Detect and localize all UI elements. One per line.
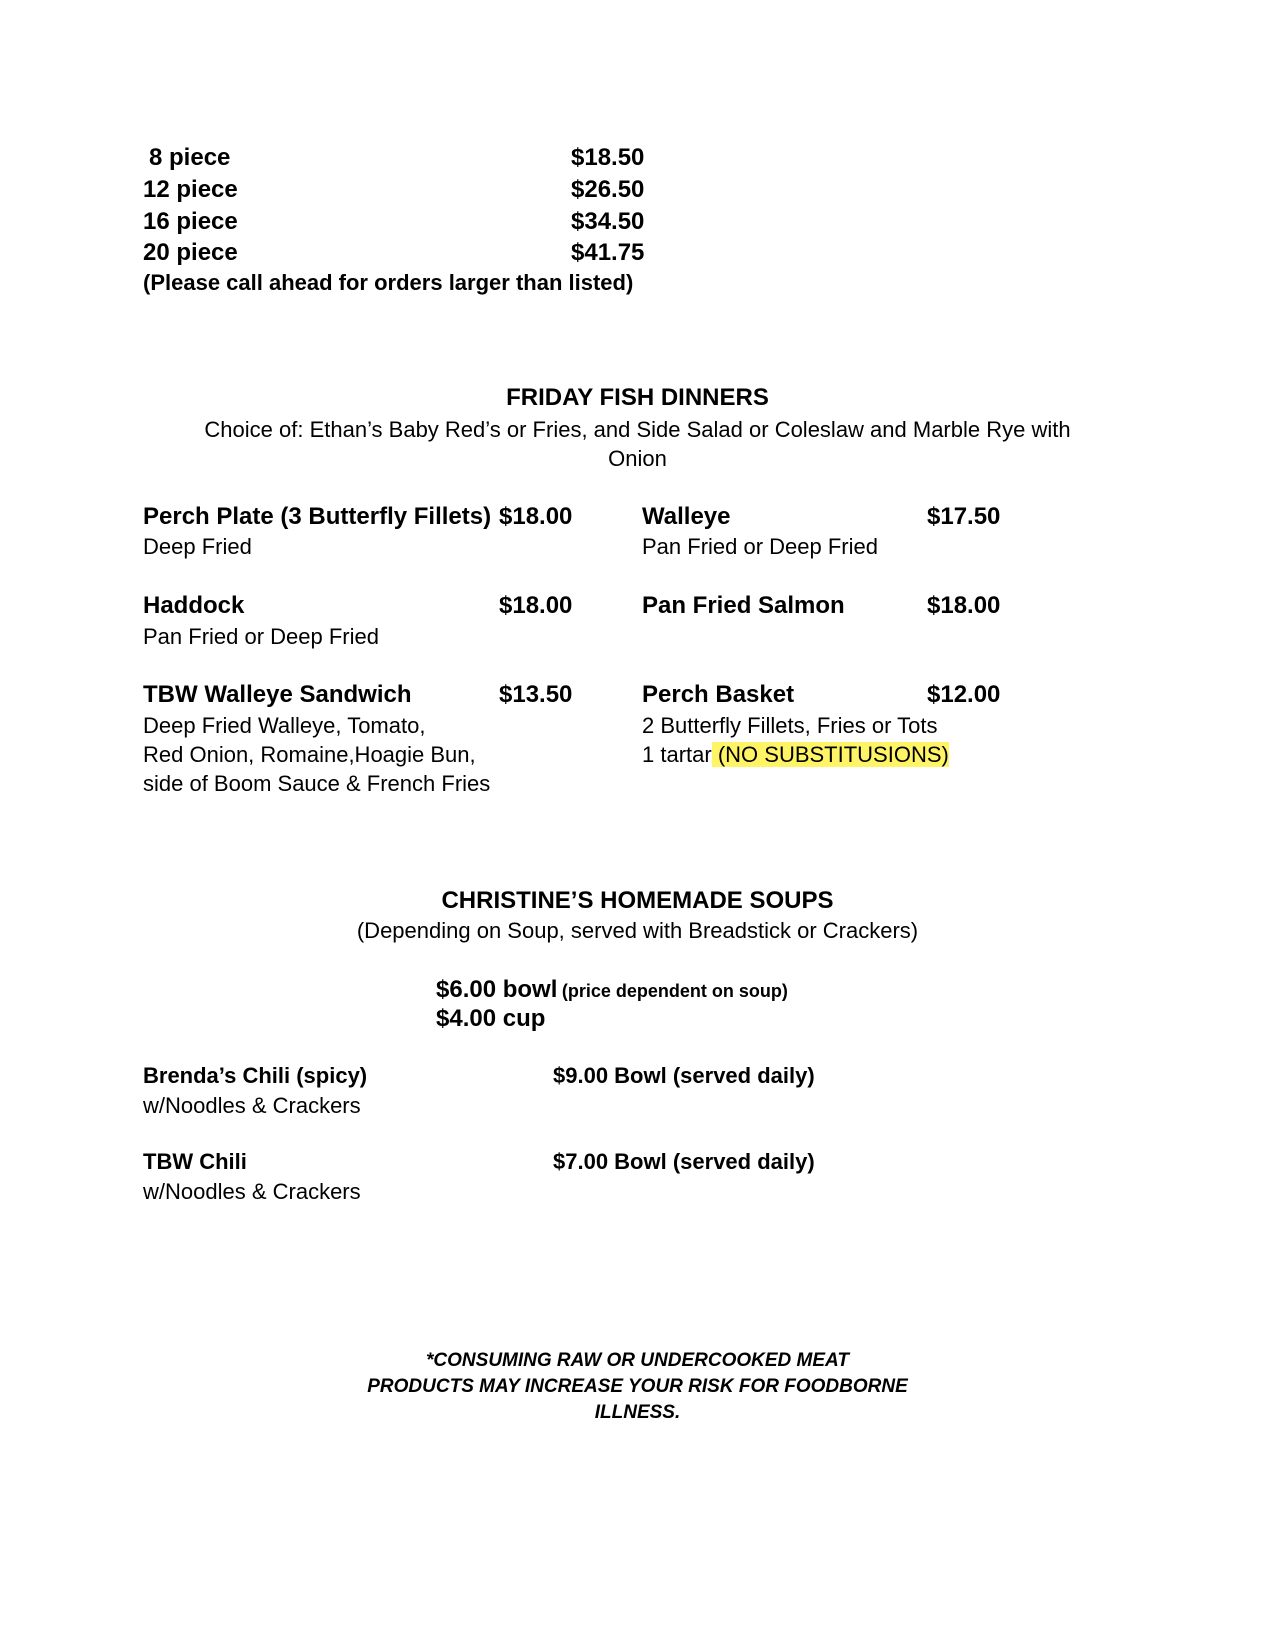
piece-price: $41.75 [571,239,645,266]
no-substitutions-highlight [712,742,949,767]
piece-price: $34.50 [571,208,645,235]
menu-item-desc: Pan Fried or Deep Fried [143,624,379,649]
menu-item-desc: side of Boom Sauce & French Fries [143,771,491,796]
food-warning-line: ILLNESS. [594,1402,681,1423]
menu-item-desc [642,740,949,769]
menu-item-price: $17.50 [927,503,1001,530]
fish-section-title: FRIDAY FISH DINNERS [506,384,769,411]
chili-price: $9.00 Bowl (served daily) [553,1063,815,1088]
soup-bowl-note: (price dependent on soup) [561,981,788,1001]
menu-item-name: Perch Plate (3 Butterfly Fillets) [143,503,492,530]
soup-cup-price: $4.00 cup [436,1005,546,1032]
menu-item-price: $13.50 [499,681,573,708]
menu-item-name: Haddock [143,592,245,619]
fish-section-subtitle-cont: Onion [608,446,667,471]
piece-label: 12 piece [143,176,238,203]
chili-desc: w/Noodles & Crackers [143,1179,361,1204]
piece-price: $26.50 [571,176,645,203]
food-warning-line: *CONSUMING RAW OR UNDERCOOKED MEAT [426,1350,849,1371]
menu-item-desc-text: 1 tartar [642,742,712,767]
chili-price: $7.00 Bowl (served daily) [553,1149,815,1174]
piece-label: 16 piece [143,208,238,235]
fish-section-subtitle: Choice of: Ethan’s Baby Red’s or Fries, and Side Salad or Coleslaw and Marble Rye with [204,417,1071,442]
piece-label: 20 piece [143,239,238,266]
menu-item-price: $12.00 [927,681,1001,708]
menu-item-name: Walleye [642,503,731,530]
soup-section-title: CHRISTINE’S HOMEMADE SOUPS [441,887,834,914]
menu-item-name: Pan Fried Salmon [642,592,845,619]
soup-section-subtitle: (Depending on Soup, served with Breadstick or Crackers) [356,918,919,943]
piece-price: $18.50 [571,144,645,171]
call-ahead-note: (Please call ahead for orders larger than listed) [143,270,634,295]
menu-item-price: $18.00 [499,592,573,619]
soup-bowl-price-line [436,976,788,1004]
menu-item-name: Perch Basket [642,681,795,708]
chili-name: Brenda’s Chili (spicy) [143,1063,368,1088]
no-substitutions-text: (NO SUBSTITUSIONS) [717,742,949,767]
menu-item-desc: Pan Fried or Deep Fried [642,534,878,559]
menu-item-desc: Deep Fried [143,534,252,559]
menu-item-price: $18.00 [499,503,573,530]
chili-desc: w/Noodles & Crackers [143,1093,361,1118]
food-warning-line: PRODUCTS MAY INCREASE YOUR RISK FOR FOODBORNE [367,1376,908,1397]
menu-item-desc: 2 Butterfly Fillets, Fries or Tots [642,713,938,738]
soup-bowl-price: $6.00 bowl [436,976,558,1003]
chili-name: TBW Chili [143,1149,247,1174]
menu-item-name: TBW Walleye Sandwich [143,681,412,708]
menu-item-price: $18.00 [927,592,1001,619]
piece-label: 8 piece [149,144,231,171]
menu-item-desc: Deep Fried Walleye, Tomato, [143,713,426,738]
menu-item-desc: Red Onion, Romaine,Hoagie Bun, [143,742,476,767]
